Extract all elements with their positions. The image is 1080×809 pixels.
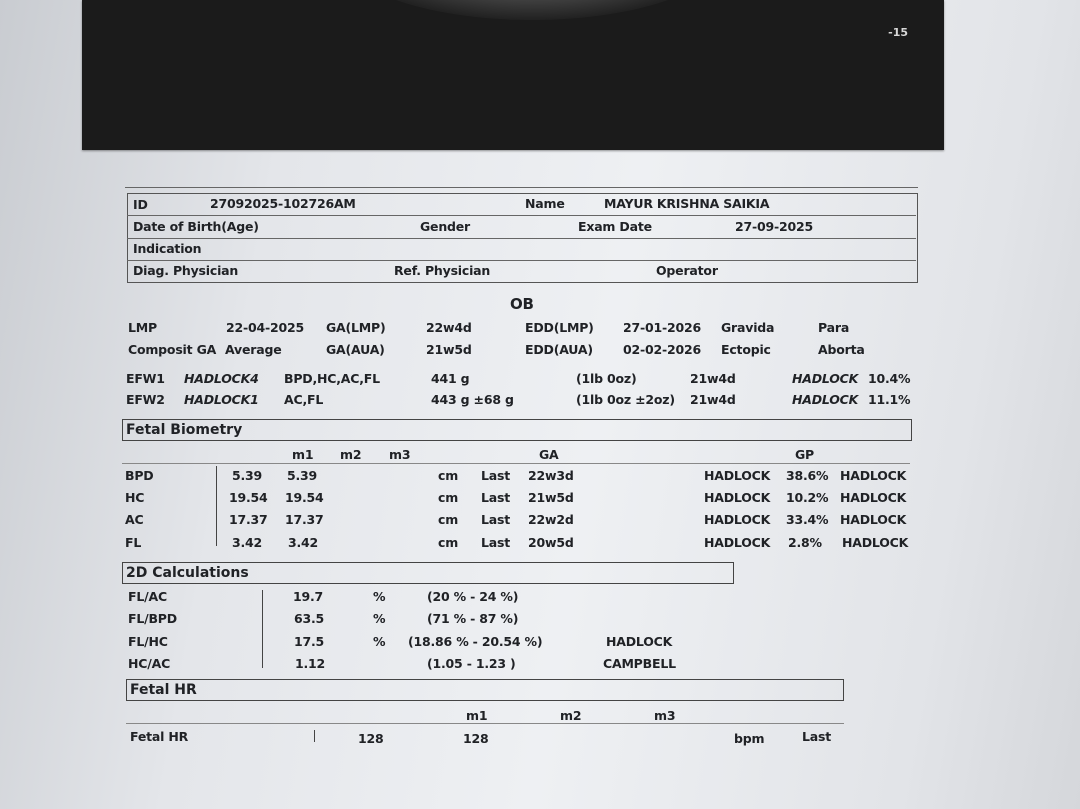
hc-ref: HADLOCK — [704, 490, 771, 505]
fetal-hr-m3-header: m3 — [654, 708, 676, 723]
ac-ref2: HADLOCK — [840, 512, 907, 527]
bpd-type: Last — [481, 468, 511, 483]
efw1-ga: 21w4d — [690, 371, 736, 386]
calculations-separator — [262, 590, 263, 668]
fl-pct: 2.8% — [788, 535, 822, 550]
lmp-label: LMP — [128, 320, 157, 335]
fl-ac-label: FL/AC — [128, 589, 167, 604]
hc-value: 19.54 — [229, 490, 268, 505]
fetal-hr-header: Fetal HR — [126, 679, 844, 701]
lmp-value: 22-04-2025 — [226, 320, 304, 335]
bpd-value: 5.39 — [232, 468, 263, 483]
hc-type: Last — [481, 490, 511, 505]
fetal-hr-value: 128 — [358, 731, 384, 746]
fetal-hr-label: Fetal HR — [130, 729, 189, 744]
fl-ac-unit: % — [373, 589, 386, 604]
2d-calculations-header: 2D Calculations — [122, 562, 734, 584]
edd-lmp-value: 27-01-2026 — [623, 320, 701, 335]
fl-hc-ref: HADLOCK — [606, 634, 673, 649]
fl-ac-range: (20 % - 24 %) — [427, 589, 519, 604]
bpd-ref2: HADLOCK — [840, 468, 907, 483]
fetal-hr-header-rule — [126, 723, 844, 724]
hc-ac-value: 1.12 — [295, 656, 326, 671]
name-value: MAYUR KRISHNA SAIKIA — [604, 196, 770, 211]
fl-bpd-label: FL/BPD — [128, 611, 177, 626]
ultrasound-image — [82, 0, 944, 150]
biometry-m1-header: m1 — [292, 447, 314, 462]
ref-physician-label: Ref. Physician — [394, 263, 491, 278]
fl-bpd-unit: % — [373, 611, 386, 626]
fl-m1: 3.42 — [288, 535, 319, 550]
fl-hc-label: FL/HC — [128, 634, 168, 649]
fetal-hr-separator — [314, 730, 315, 742]
hc-ac-range: (1.05 - 1.23 ) — [427, 656, 516, 671]
hc-ga: 21w5d — [528, 490, 574, 505]
ac-value: 17.37 — [229, 512, 268, 527]
fetal-hr-m1: 128 — [463, 731, 489, 746]
efw1-label: EFW1 — [126, 371, 165, 386]
fl-hc-value: 17.5 — [294, 634, 325, 649]
indication-label: Indication — [133, 241, 202, 256]
fl-hc-range: (18.86 % - 20.54 %) — [408, 634, 543, 649]
fl-ref: HADLOCK — [704, 535, 771, 550]
fl-ga: 20w5d — [528, 535, 574, 550]
ac-ga: 22w2d — [528, 512, 574, 527]
average-label: Average — [225, 342, 282, 357]
exam-date-value: 27-09-2025 — [735, 219, 813, 234]
ac-label: AC — [125, 512, 144, 527]
gravida-label: Gravida — [721, 320, 775, 335]
id-label: ID — [133, 197, 148, 212]
efw2-pct: 11.1% — [868, 392, 911, 407]
fetal-biometry-header: Fetal Biometry — [122, 419, 912, 441]
diag-physician-label: Diag. Physician — [133, 263, 239, 278]
dob-label: Date of Birth(Age) — [133, 219, 259, 234]
bpd-pct: 38.6% — [786, 468, 829, 483]
fl-bpd-range: (71 % - 87 %) — [427, 611, 519, 626]
fl-hc-unit: % — [373, 634, 386, 649]
hc-m1: 19.54 — [285, 490, 324, 505]
ga-lmp-value: 22w4d — [426, 320, 472, 335]
ob-title: OB — [510, 295, 534, 313]
patient-info-divider — [127, 215, 916, 216]
hc-label: HC — [125, 490, 145, 505]
bpd-label: BPD — [125, 468, 154, 483]
biometry-m2-header: m2 — [340, 447, 362, 462]
biometry-ga-header: GA — [539, 447, 559, 462]
fetal-hr-m1-header: m1 — [466, 708, 488, 723]
ultrasound-scan-area — [332, 0, 732, 20]
composit-ga-label: Composit GA — [128, 342, 217, 357]
biometry-gp-header: GP — [795, 447, 815, 462]
fetal-hr-m2-header: m2 — [560, 708, 582, 723]
biometry-m3-header: m3 — [389, 447, 411, 462]
fl-bpd-value: 63.5 — [294, 611, 325, 626]
ectopic-label: Ectopic — [721, 342, 771, 357]
biometry-separator — [216, 466, 217, 546]
efw2-method: HADLOCK1 — [184, 392, 259, 407]
efw2-ga: 21w4d — [690, 392, 736, 407]
ac-type: Last — [481, 512, 511, 527]
ga-lmp-label: GA(LMP) — [326, 320, 386, 335]
biometry-header-rule — [122, 463, 910, 464]
efw1-params: BPD,HC,AC,FL — [284, 371, 380, 386]
aborta-label: Aborta — [818, 342, 865, 357]
edd-aua-value: 02-02-2026 — [623, 342, 701, 357]
bpd-ref: HADLOCK — [704, 468, 771, 483]
fetal-hr-type: Last — [802, 729, 832, 744]
para-label: Para — [818, 320, 850, 335]
efw2-params: AC,FL — [284, 392, 324, 407]
hc-pct: 10.2% — [786, 490, 829, 505]
ac-m1: 17.37 — [285, 512, 324, 527]
image-corner-mark: -15 — [888, 26, 908, 39]
ac-ref: HADLOCK — [704, 512, 771, 527]
exam-date-label: Exam Date — [578, 219, 652, 234]
fl-ac-value: 19.7 — [293, 589, 324, 604]
fl-ref2: HADLOCK — [842, 535, 909, 550]
efw1-ref: HADLOCK — [792, 371, 859, 386]
gender-label: Gender — [420, 219, 471, 234]
edd-lmp-label: EDD(LMP) — [525, 320, 594, 335]
patient-info-divider — [127, 238, 916, 239]
bpd-unit: cm — [438, 468, 459, 483]
fetal-hr-unit: bpm — [734, 731, 765, 746]
efw1-method: HADLOCK4 — [184, 371, 259, 386]
efw1-lb: (1lb 0oz) — [576, 371, 637, 386]
bpd-ga: 22w3d — [528, 468, 574, 483]
efw2-weight: 443 g ±68 g — [431, 392, 514, 407]
hc-ref2: HADLOCK — [840, 490, 907, 505]
name-label: Name — [525, 196, 565, 211]
ga-aua-label: GA(AUA) — [326, 342, 385, 357]
hc-unit: cm — [438, 490, 459, 505]
hc-ac-ref: CAMPBELL — [603, 656, 676, 671]
efw1-pct: 10.4% — [868, 371, 911, 386]
efw2-ref: HADLOCK — [792, 392, 859, 407]
fl-label: FL — [125, 535, 142, 550]
operator-label: Operator — [656, 263, 718, 278]
fl-unit: cm — [438, 535, 459, 550]
ga-aua-value: 21w5d — [426, 342, 472, 357]
efw2-lb: (1lb 0oz ±2oz) — [576, 392, 675, 407]
hc-ac-label: HC/AC — [128, 656, 171, 671]
patient-info-top-rule — [125, 187, 918, 188]
efw1-weight: 441 g — [431, 371, 470, 386]
bpd-m1: 5.39 — [287, 468, 318, 483]
ac-pct: 33.4% — [786, 512, 829, 527]
patient-info-divider — [127, 260, 916, 261]
fl-type: Last — [481, 535, 511, 550]
ac-unit: cm — [438, 512, 459, 527]
id-value: 27092025-102726AM — [210, 196, 356, 211]
efw2-label: EFW2 — [126, 392, 165, 407]
edd-aua-label: EDD(AUA) — [525, 342, 593, 357]
fl-value: 3.42 — [232, 535, 263, 550]
